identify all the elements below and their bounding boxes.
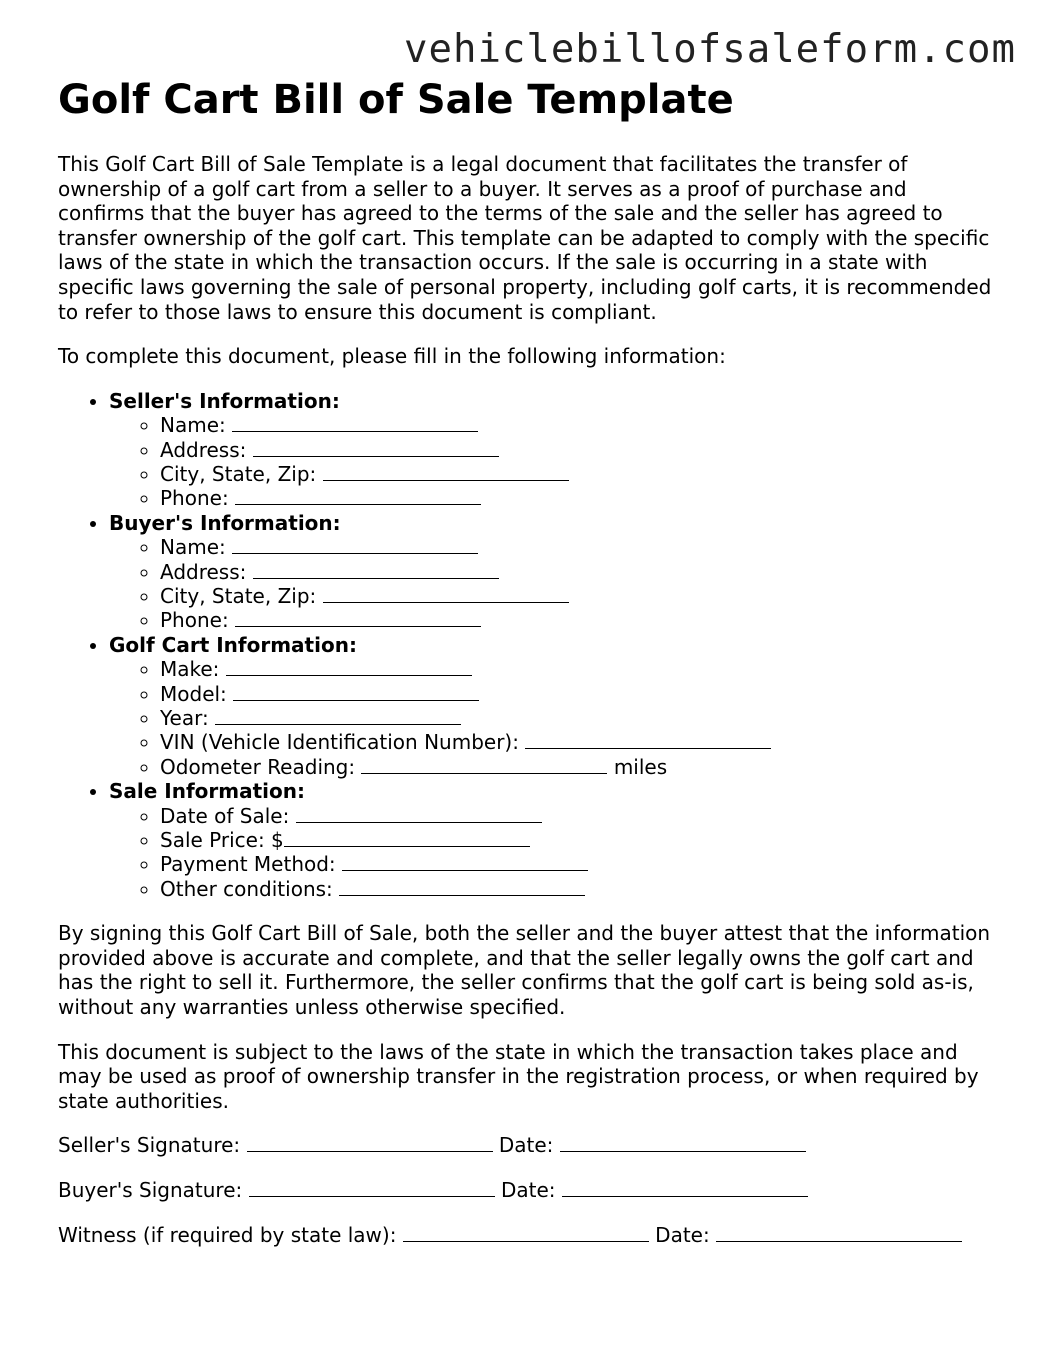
sale-other-blank[interactable]	[339, 877, 585, 896]
seller-name-field: ◦ Name:	[160, 413, 998, 437]
sale-section	[109, 779, 998, 901]
cart-odometer-field: ◦ Odometer Reading: miles	[160, 755, 998, 779]
cart-model-field: ◦ Model:	[160, 682, 998, 706]
sale-date-blank[interactable]	[296, 804, 542, 823]
seller-section-title: Seller's Information:	[109, 388, 340, 413]
buyer-phone-blank[interactable]	[235, 608, 481, 627]
buyer-address-field: ◦ Address:	[160, 560, 998, 584]
cart-make-field: ◦ Make:	[160, 657, 998, 681]
seller-name-blank[interactable]	[232, 413, 478, 432]
law-paragraph: This document is subject to the laws of the state in which the transaction takes place and may be used as proof of ownership transfer in the registration process, or when required by state authorities.	[58, 1039, 979, 1113]
seller-city-field: ◦ City, State, Zip:	[160, 462, 998, 486]
instructions-paragraph: To complete this document, please fill in the following information:	[58, 344, 726, 369]
cart-model-blank[interactable]	[233, 682, 479, 701]
cart-section	[109, 633, 998, 779]
odometer-unit: miles	[613, 754, 668, 779]
seller-address-blank[interactable]	[253, 438, 499, 457]
cart-section-title: Golf Cart Information:	[109, 632, 357, 657]
cart-odometer-blank[interactable]	[361, 755, 607, 774]
cart-vin-blank[interactable]	[525, 730, 771, 749]
sale-date-field: ◦ Date of Sale:	[160, 804, 998, 828]
buyer-section-title: Buyer's Information:	[109, 510, 341, 535]
seller-date-blank[interactable]	[560, 1133, 806, 1152]
sale-price-blank[interactable]	[284, 828, 530, 847]
seller-city-blank[interactable]	[323, 462, 569, 481]
sale-payment-field: ◦ Payment Method:	[160, 852, 998, 876]
buyer-city-blank[interactable]	[323, 584, 569, 603]
document-body	[58, 76, 998, 1247]
seller-signature-blank[interactable]	[247, 1133, 493, 1152]
witness-signature-blank[interactable]	[403, 1223, 649, 1242]
buyer-section	[109, 511, 998, 633]
attestation-paragraph: By signing this Golf Cart Bill of Sale, both the seller and the buyer attest that the information provided above is accurate and complete, and that the seller legally owns the golf cart and has the right to sell it. Furthermore, the seller confirms that the golf cart is being sold as-is, without any warranties unless otherwise specified.	[58, 921, 991, 1020]
seller-section	[109, 389, 998, 511]
intro-paragraph: This Golf Cart Bill of Sale Template is a legal document that facilitates the transfer of ownership of a golf cart from a seller to a buyer. It serves as a proof of purchase and confirms that the buyer has agreed to the terms of the sale and the seller has agreed to transfer ownership of the golf cart. This template can be adapted to comply with the specific laws of the state in which the transaction occurs. If the sale is occurring in a state with specific laws governing the sale of personal property, including golf carts, it is recommended to refer to those laws to ensure this document is compliant.	[58, 152, 992, 324]
cart-vin-field: ◦ VIN (Vehicle Identification Number):	[160, 730, 998, 754]
sale-price-field: ◦ Sale Price: $	[160, 828, 998, 852]
cart-year-blank[interactable]	[215, 706, 461, 725]
buyer-name-field: ◦ Name:	[160, 535, 998, 559]
witness-date-blank[interactable]	[716, 1223, 962, 1242]
cart-make-blank[interactable]	[226, 657, 472, 676]
buyer-address-blank[interactable]	[253, 560, 499, 579]
information-sections	[58, 389, 998, 902]
seller-phone-blank[interactable]	[235, 486, 481, 505]
page-title: Golf Cart Bill of Sale Template	[58, 77, 734, 123]
buyer-city-field: ◦ City, State, Zip:	[160, 584, 998, 608]
seller-signature-line: Seller's Signature: Date:	[58, 1133, 998, 1158]
seller-address-field: ◦ Address:	[160, 438, 998, 462]
buyer-name-blank[interactable]	[232, 535, 478, 554]
sale-section-title: Sale Information:	[109, 779, 305, 804]
buyer-signature-line: Buyer's Signature: Date:	[58, 1178, 998, 1203]
buyer-signature-blank[interactable]	[249, 1178, 495, 1197]
buyer-phone-field: ◦ Phone:	[160, 608, 998, 632]
seller-phone-field: ◦ Phone:	[160, 486, 998, 510]
witness-signature-line: Witness (if required by state law): Date:	[58, 1223, 998, 1248]
sale-other-field: ◦ Other conditions:	[160, 877, 998, 901]
site-watermark: vehiclebillofsaleform.com	[404, 27, 1016, 72]
sale-payment-blank[interactable]	[342, 852, 588, 871]
cart-year-field: ◦ Year:	[160, 706, 998, 730]
buyer-date-blank[interactable]	[562, 1178, 808, 1197]
